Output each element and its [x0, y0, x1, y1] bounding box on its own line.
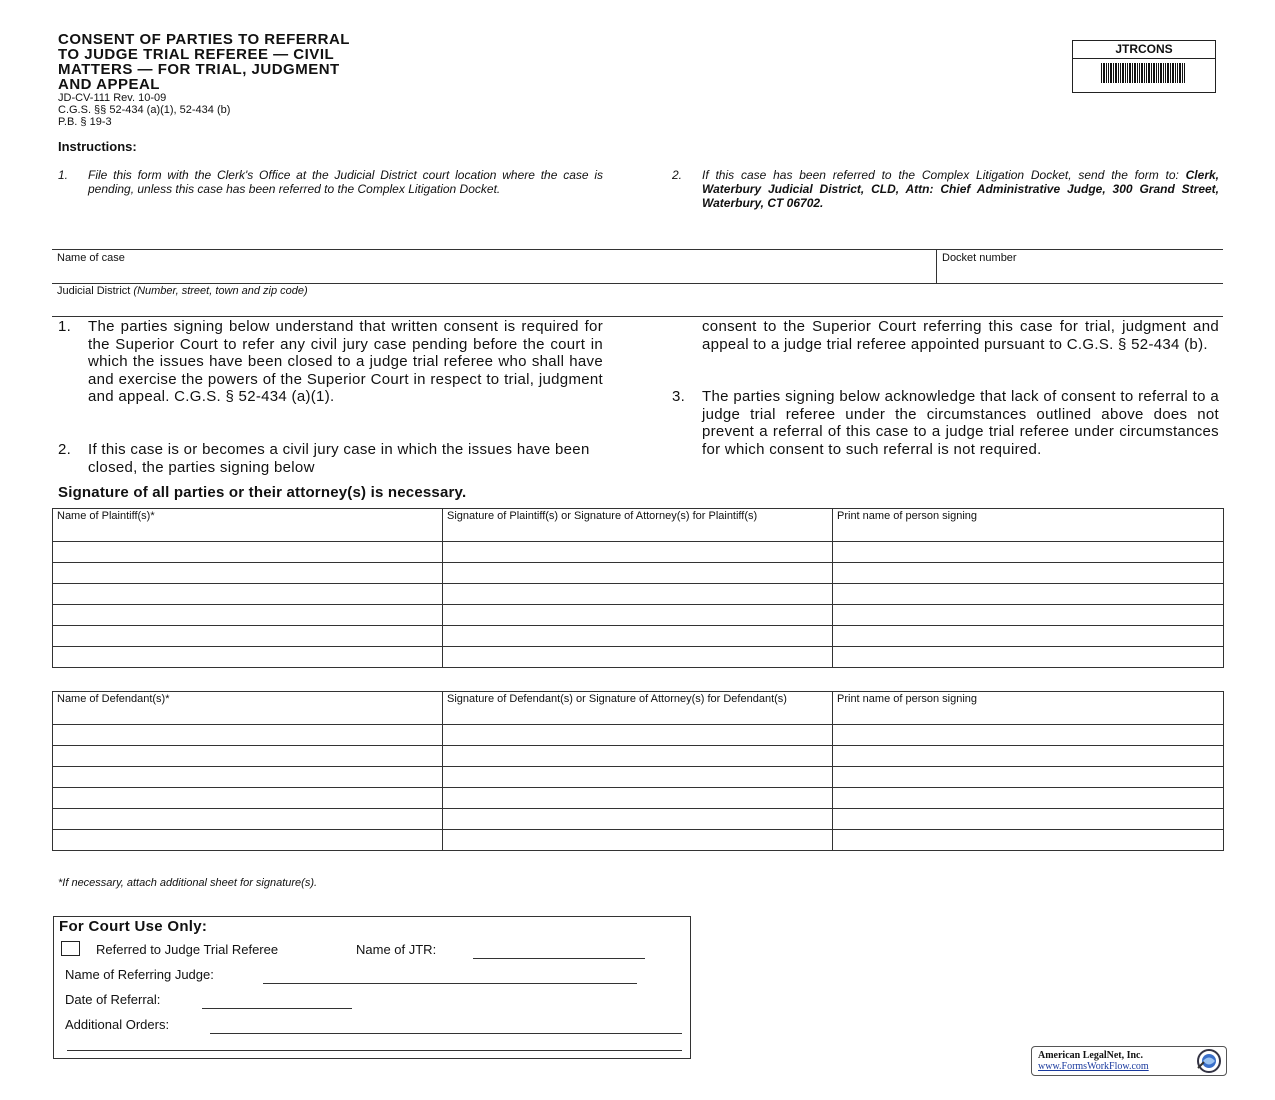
name-of-jtr-line[interactable]	[473, 958, 645, 959]
date-of-referral-line[interactable]	[202, 1008, 352, 1009]
defendant-print-name-cell[interactable]	[833, 725, 1224, 746]
defendant-print-name-cell[interactable]	[833, 788, 1224, 809]
footnote: *If necessary, attach additional sheet for signature(s).	[58, 877, 318, 889]
judicial-district-field[interactable]: Judicial District (Number, street, town and zip code)	[57, 285, 308, 297]
plaintiff-name-cell[interactable]	[53, 563, 443, 584]
plaintiff-signature-header: Signature of Plaintiff(s) or Signature of Attorney(s) for Plaintiff(s)	[443, 509, 833, 542]
defendant-name-cell[interactable]	[53, 788, 443, 809]
table-header-row	[53, 509, 1224, 542]
divider	[52, 249, 1223, 250]
globe-icon	[1194, 1048, 1224, 1074]
plaintiff-signature-cell[interactable]	[443, 605, 833, 626]
plaintiff-print-name-cell[interactable]	[833, 563, 1224, 584]
plaintiff-signature-cell[interactable]	[443, 584, 833, 605]
statement-2b: consent to the Superior Court referring this case for trial, judgment and appeal to a judge trial referee appointed pursuant to C.G.S. § 52-434 (b).	[702, 318, 1219, 353]
table-row	[53, 542, 1224, 563]
plaintiff-signature-table	[52, 508, 1224, 668]
court-use-heading: For Court Use Only:	[59, 918, 208, 935]
plaintiff-print-name-cell[interactable]	[833, 605, 1224, 626]
instruction-2: 2. If this case has been referred to the Complex Litigation Docket, send the form to: Clerk, Waterbury Judicial District, CLD, Attn: Chief Administrative Judge, 300 Grand Street, Waterbury, CT 06702.	[672, 168, 1219, 210]
table-row	[53, 605, 1224, 626]
table-row	[53, 809, 1224, 830]
court-use-box	[53, 916, 691, 1059]
defendant-print-name-cell[interactable]	[833, 746, 1224, 767]
divider	[936, 249, 937, 283]
divider	[52, 316, 1223, 317]
referred-checkbox[interactable]	[61, 941, 80, 956]
defendant-name-cell[interactable]	[53, 767, 443, 788]
practice-book-citation: P.B. § 19-3	[58, 116, 112, 128]
plaintiff-signature-cell[interactable]	[443, 626, 833, 647]
table-row	[53, 767, 1224, 788]
publisher-logo	[1031, 1046, 1227, 1076]
defendant-print-name-cell[interactable]	[833, 767, 1224, 788]
table-row	[53, 830, 1224, 851]
defendant-name-cell[interactable]	[53, 746, 443, 767]
plaintiff-signature-cell[interactable]	[443, 542, 833, 563]
plaintiff-print-name-cell[interactable]	[833, 542, 1224, 563]
form-code: JTRCONS	[1073, 41, 1215, 59]
form-number: JD-CV-111 Rev. 10-09	[58, 92, 167, 104]
defendant-print-name-header: Print name of person signing	[833, 692, 1224, 725]
defendant-print-name-cell[interactable]	[833, 809, 1224, 830]
referred-label: Referred to Judge Trial Referee	[96, 942, 279, 957]
plaintiff-print-name-cell[interactable]	[833, 647, 1224, 668]
table-row	[53, 584, 1224, 605]
additional-orders-line-2[interactable]	[67, 1050, 682, 1051]
signature-requirement-note: Signature of all parties or their attorney(s) is necessary.	[58, 484, 467, 501]
defendant-signature-cell[interactable]	[443, 767, 833, 788]
plaintiff-name-cell[interactable]	[53, 647, 443, 668]
defendant-signature-header: Signature of Defendant(s) or Signature of Attorney(s) for Defendant(s)	[443, 692, 833, 725]
form-title: CONSENT OF PARTIES TO REFERRAL TO JUDGE TRIAL REFEREE — CIVIL MATTERS — FOR TRIAL, JUDGMENT AND APPEAL	[58, 31, 350, 93]
plaintiff-signature-cell[interactable]	[443, 563, 833, 584]
defendant-signature-table	[52, 691, 1224, 851]
form-citations	[58, 92, 230, 128]
defendant-name-header: Name of Defendant(s)*	[53, 692, 443, 725]
statement-3: 3. The parties signing below acknowledge that lack of consent to referral to a judge trial referee under the circumstances outlined above does not prevent a referral of this case to a judge trial referee under circumstances for which consent to such referral is not required.	[672, 388, 1219, 458]
table-header-row	[53, 692, 1224, 725]
defendant-signature-cell[interactable]	[443, 746, 833, 767]
defendant-name-cell[interactable]	[53, 809, 443, 830]
publisher-url[interactable]: www.FormsWorkFlow.com	[1038, 1061, 1149, 1072]
defendant-name-cell[interactable]	[53, 830, 443, 851]
table-row	[53, 788, 1224, 809]
table-row	[53, 626, 1224, 647]
plaintiff-print-name-header: Print name of person signing	[833, 509, 1224, 542]
plaintiff-name-cell[interactable]	[53, 626, 443, 647]
table-row	[53, 746, 1224, 767]
plaintiff-name-cell[interactable]	[53, 542, 443, 563]
defendant-signature-cell[interactable]	[443, 788, 833, 809]
statute-citation: C.G.S. §§ 52-434 (a)(1), 52-434 (b)	[58, 104, 231, 116]
additional-orders-line[interactable]	[210, 1033, 682, 1034]
name-of-case-field[interactable]: Name of case	[57, 252, 125, 264]
date-of-referral-label: Date of Referral:	[65, 992, 161, 1007]
additional-orders-label: Additional Orders:	[65, 1017, 170, 1032]
plaintiff-print-name-cell[interactable]	[833, 584, 1224, 605]
divider	[52, 283, 1223, 284]
statement-2a: 2. If this case is or becomes a civil jury case in which the issues have been closed, the parties signing below	[58, 441, 590, 476]
table-row	[53, 563, 1224, 584]
table-row	[53, 725, 1224, 746]
defendant-signature-cell[interactable]	[443, 725, 833, 746]
defendant-print-name-cell[interactable]	[833, 830, 1224, 851]
publisher-name: American LegalNet, Inc.	[1038, 1050, 1143, 1061]
name-of-jtr-label: Name of JTR:	[356, 942, 437, 957]
plaintiff-name-header: Name of Plaintiff(s)*	[53, 509, 443, 542]
instructions-heading: Instructions:	[58, 139, 137, 154]
defendant-name-cell[interactable]	[53, 725, 443, 746]
plaintiff-signature-cell[interactable]	[443, 647, 833, 668]
referring-judge-label: Name of Referring Judge:	[65, 967, 214, 982]
form-code-box	[1072, 40, 1216, 93]
table-row	[53, 647, 1224, 668]
barcode-icon	[1101, 63, 1187, 85]
instruction-1: 1. File this form with the Clerk's Office at the Judicial District court location where the case is pending, unless this case has been referred to the Complex Litigation Docket.	[58, 168, 603, 196]
statement-1: 1. The parties signing below understand that written consent is required for the Superior Court to refer any civil jury case pending before the court in which the issues have been closed to a judge trial referee who shall have and exercise the powers of the Superior Court in respect to trial, judgment and appeal. C.G.S. § 52-434 (a)(1).	[58, 318, 603, 406]
plaintiff-print-name-cell[interactable]	[833, 626, 1224, 647]
defendant-signature-cell[interactable]	[443, 809, 833, 830]
docket-number-field[interactable]: Docket number	[942, 252, 1017, 264]
plaintiff-name-cell[interactable]	[53, 605, 443, 626]
defendant-signature-cell[interactable]	[443, 830, 833, 851]
referring-judge-line[interactable]	[263, 983, 637, 984]
plaintiff-name-cell[interactable]	[53, 584, 443, 605]
